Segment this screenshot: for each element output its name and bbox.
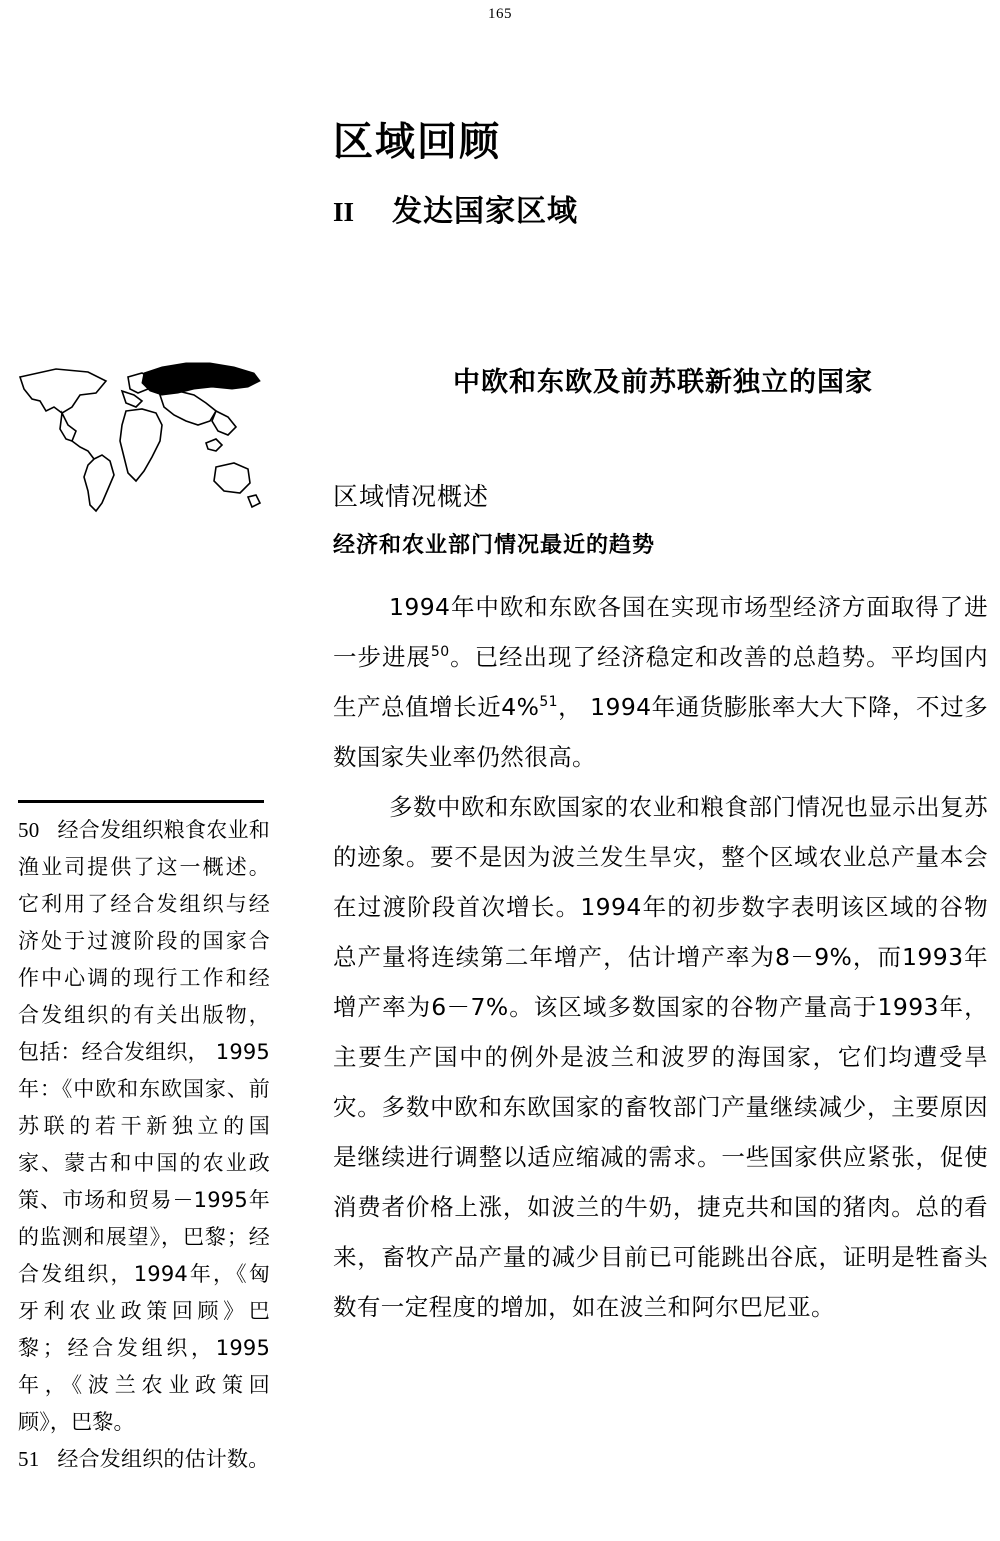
trends-heading: 经济和农业部门情况最近的趋势 xyxy=(333,533,656,558)
title-block xyxy=(333,120,973,230)
page-number: 165 xyxy=(488,6,512,22)
paragraph-1 xyxy=(333,582,988,782)
footnote-divider xyxy=(18,800,264,803)
footnote-column xyxy=(18,812,270,1478)
footnote-ref-51: 51 xyxy=(539,694,558,711)
paragraph-2: 多数中欧和东欧国家的农业和粮食部门情况也显示出复苏的迹象。要不是因为波兰发生旱灾，整个区域农业总产量本会在过渡阶段首次增长。1994年的初步数字表明该区域的谷物总产量将连续第二年增产，估计增产率为8－9%，而1993年增产率为6－7%。该区域多数国家的谷物产量高于1993年，主要生产国中的例外是波兰和波罗的海国家，它们均遭受旱灾。多数中欧和东欧国家的畜牧部门产量继续减少，主要原因是继续进行调整以适应缩减的需求。一些国家供应紧张，促使消费者价格上涨，如波兰的牛奶，捷克共和国的猪肉。总的看来，畜牧产品产量的减少目前已可能跳出谷底，证明是牲畜头数有一定程度的增加，如在波兰和阿尔巴尼亚。 xyxy=(333,793,988,1321)
region-title: 中欧和东欧及前苏联新独立的国家 xyxy=(453,367,873,398)
footnote-text: 经合发组织的估计数。 xyxy=(57,1447,270,1471)
paragraph-1-part-c: ， 1994年通货膨胀率大大下降，不过多数国家失业率仍然很高。 xyxy=(333,693,988,771)
footnote-number: 50 xyxy=(18,818,40,842)
section-heading-row xyxy=(333,186,973,230)
region-overview-heading: 区域情况概述 xyxy=(333,482,490,511)
section-label: 发达国家区域 xyxy=(392,194,579,229)
footnote-text: 经合发组织粮食农业和渔业司提供了这一概述。它利用了经合发组织与经济处于过渡阶段的国家合作中心调的现行工作和经合发组织的有关出版物，包括：经合发组织， 1995年：《中欧和东欧国家、前苏联的若干新独立的国家、蒙古和中国的农业政策、市场和贸易－1995年的监测和展望》，巴黎；经合发组织，1994年，《匈牙利农业政策回顾》巴黎；经合发组织，1995年，《波兰农业政策回顾》，巴黎。 xyxy=(18,818,270,1434)
page-title: 区域回顾 xyxy=(333,119,501,165)
paragraph-1-part-b: 。已经出现了经济稳定和改善的总趋势。平均国内生产总值增长近4% xyxy=(333,643,988,721)
section-numeral: II xyxy=(333,197,355,227)
body-text-column xyxy=(333,582,988,1332)
footnote-item xyxy=(18,812,270,1441)
world-map-icon xyxy=(10,355,280,540)
footnote-number: 51 xyxy=(18,1447,40,1471)
footnote-item xyxy=(18,1441,270,1478)
paragraph-1-part-a: 1994年中欧和东欧各国在实现市场型经济方面取得了进一步进展 xyxy=(333,593,988,671)
footnote-ref-50: 50 xyxy=(430,644,450,661)
